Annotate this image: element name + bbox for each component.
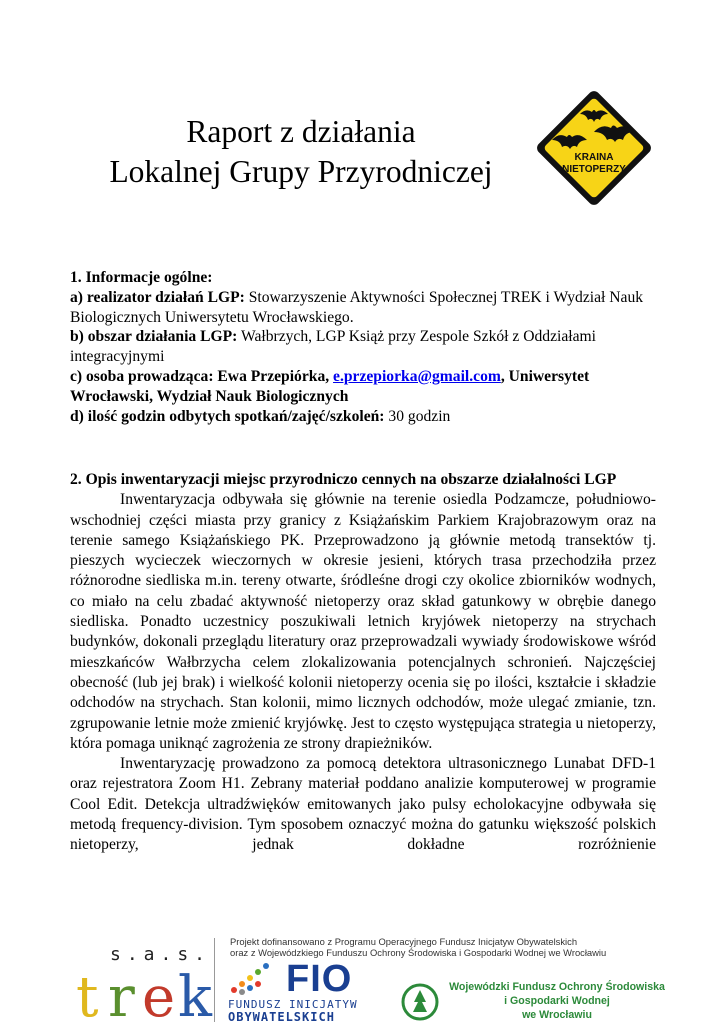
wf-line-2: i Gospodarki Wodnej xyxy=(504,995,610,1007)
info-d-value: 30 godzin xyxy=(384,407,451,425)
footer-divider xyxy=(214,938,215,1022)
sign-text-1: KRAINA xyxy=(574,152,614,163)
svg-text:e: e xyxy=(142,965,176,1022)
bat-warning-sign-logo xyxy=(530,84,658,212)
wf-line-3: we Wrocławiu xyxy=(522,1009,592,1021)
sign-text-2: NIETOPERZY xyxy=(562,164,626,175)
project-line-1: Projekt dofinansowano z Programu Operacyjnego Fundusz Inicjatyw Obywatelskich xyxy=(230,936,578,947)
project-line-2: oraz z Wojewódzkiego Funduszu Ochrony Środowiska i Gospodarki Wodnej we Wrocławiu xyxy=(230,947,607,958)
page-title xyxy=(62,112,540,192)
wf-line-1: Wojewódzki Fundusz Ochrony Środowiska xyxy=(449,981,665,993)
wfosigw-emblem-icon xyxy=(400,982,440,1022)
wfosigw-logo xyxy=(400,980,670,1024)
svg-text:k: k xyxy=(178,965,212,1022)
title-line-1: Raport z działania xyxy=(186,114,416,149)
fio-subtitle-1: FUNDUSZ INICJATYW xyxy=(228,998,358,1011)
fio-logo xyxy=(226,958,386,1022)
info-a-value: Stowarzyszenie Aktywności Społecznej TREK i Wydział Nauk Biologicznych Uniwersytetu Wrocławskiego. xyxy=(70,288,644,326)
info-c-rest: , Uniwersytet Wrocławski, Wydział Nauk Biologicznych xyxy=(70,367,590,405)
trek-letters-graphic xyxy=(70,944,220,1022)
info-item-b xyxy=(70,327,656,367)
inventory-description-section xyxy=(70,470,656,856)
general-info-section xyxy=(70,268,656,426)
fio-subtitle-2: OBYWATELSKICH xyxy=(228,1010,335,1024)
info-item-a xyxy=(70,288,656,328)
sponsor-footer xyxy=(60,936,670,1024)
info-item-c xyxy=(70,367,656,407)
section1-heading: 1. Informacje ogólne: xyxy=(70,269,213,286)
fio-dots-icon xyxy=(226,960,286,1000)
info-item-d xyxy=(70,407,656,427)
title-line-2: Lokalnej Grupy Przyrodniczej xyxy=(109,154,493,189)
project-funding-note xyxy=(230,936,650,958)
wfosigw-name xyxy=(444,980,670,1022)
info-b-label: b) obszar działania LGP: xyxy=(70,328,238,346)
info-b-value: Wałbrzych, LGP Książ przy Zespole Szkół z Oddziałami integracyjnymi xyxy=(70,328,596,366)
svg-text:t: t xyxy=(76,965,99,1022)
trek-logo xyxy=(70,944,220,1022)
svg-text:r: r xyxy=(108,965,135,1022)
body-paragraph-1: Inwentaryzacja odbywała się głównie na terenie osiedla Podzamcze, południowo-wschodniej części miasta przy granicy z Książańskim Parkiem Krajobrazowym oraz na terenie samego Książańskiego PK. Przeprowadzono ją głównie metodą transektów tj. pieszych wycieczek wieczornych w okresie jesieni, których trasa przechodziła przez różnorodne siedliska m.in. tereny otwarte, śródleśne drogi czy okolice zbiorników wodnych, co miało na celu zbadać aktywność nietoperzy oraz skład gatunkowy w obrębie danego siedliska. Ponadto uczestnicy poszukiwali letnich kryjówek nietoperzy na strychach budynków, dokonali przeglądu literatury oraz przeprowadzali wywiady środowiskowe wśród mieszkańców Wałbrzycha celem zlokalizowania potencjalnych schronień. Najczęściej obecność (lub jej brak) i wielkość kolonii nietoperzy ocenia się po ilości, kształcie i składzie odchodów na strychach. Stan kolonii, mimo licznych odchodów, może ulegać zmianie, tzn. zgrupowanie letnie może zmienić kryjówkę. Jest to często występująca strategia u nietoperzy, która pomaga uniknąć zagrożenia ze strony drapieżników. xyxy=(70,491,656,752)
trek-logo-sas: s.a.s. xyxy=(110,944,212,965)
info-d-label: d) ilość godzin odbytych spotkań/zajęć/szkoleń: xyxy=(70,407,385,425)
fio-wordmark: FIO xyxy=(286,958,353,1000)
info-a-label: a) realizator działań LGP: xyxy=(70,288,245,306)
info-c-label: c) osoba prowadząca: Ewa Przepiórka, xyxy=(70,367,334,385)
section2-heading: 2. Opis inwentaryzacji miejsc przyrodniczo cennych na obszarze działalności LGP xyxy=(70,471,617,488)
body-paragraph-2: Inwentaryzację prowadzono za pomocą detektora ultrasonicznego Lunabat DFD-1 oraz rejestratora Zoom H1. Zebrany materiał poddano analizie komputerowej w programie Cool Edit. Detekcja ultradźwięków emitowanych jako pulsy echolokacyjne odbywała się metodą frequency-division. Tym sposobem oznaczyć można do gatunku większość polskich nietoperzy, jednak dokładne rozróżnienie xyxy=(70,755,656,854)
email-link[interactable]: e.przepiorka@gmail.com xyxy=(333,367,501,385)
